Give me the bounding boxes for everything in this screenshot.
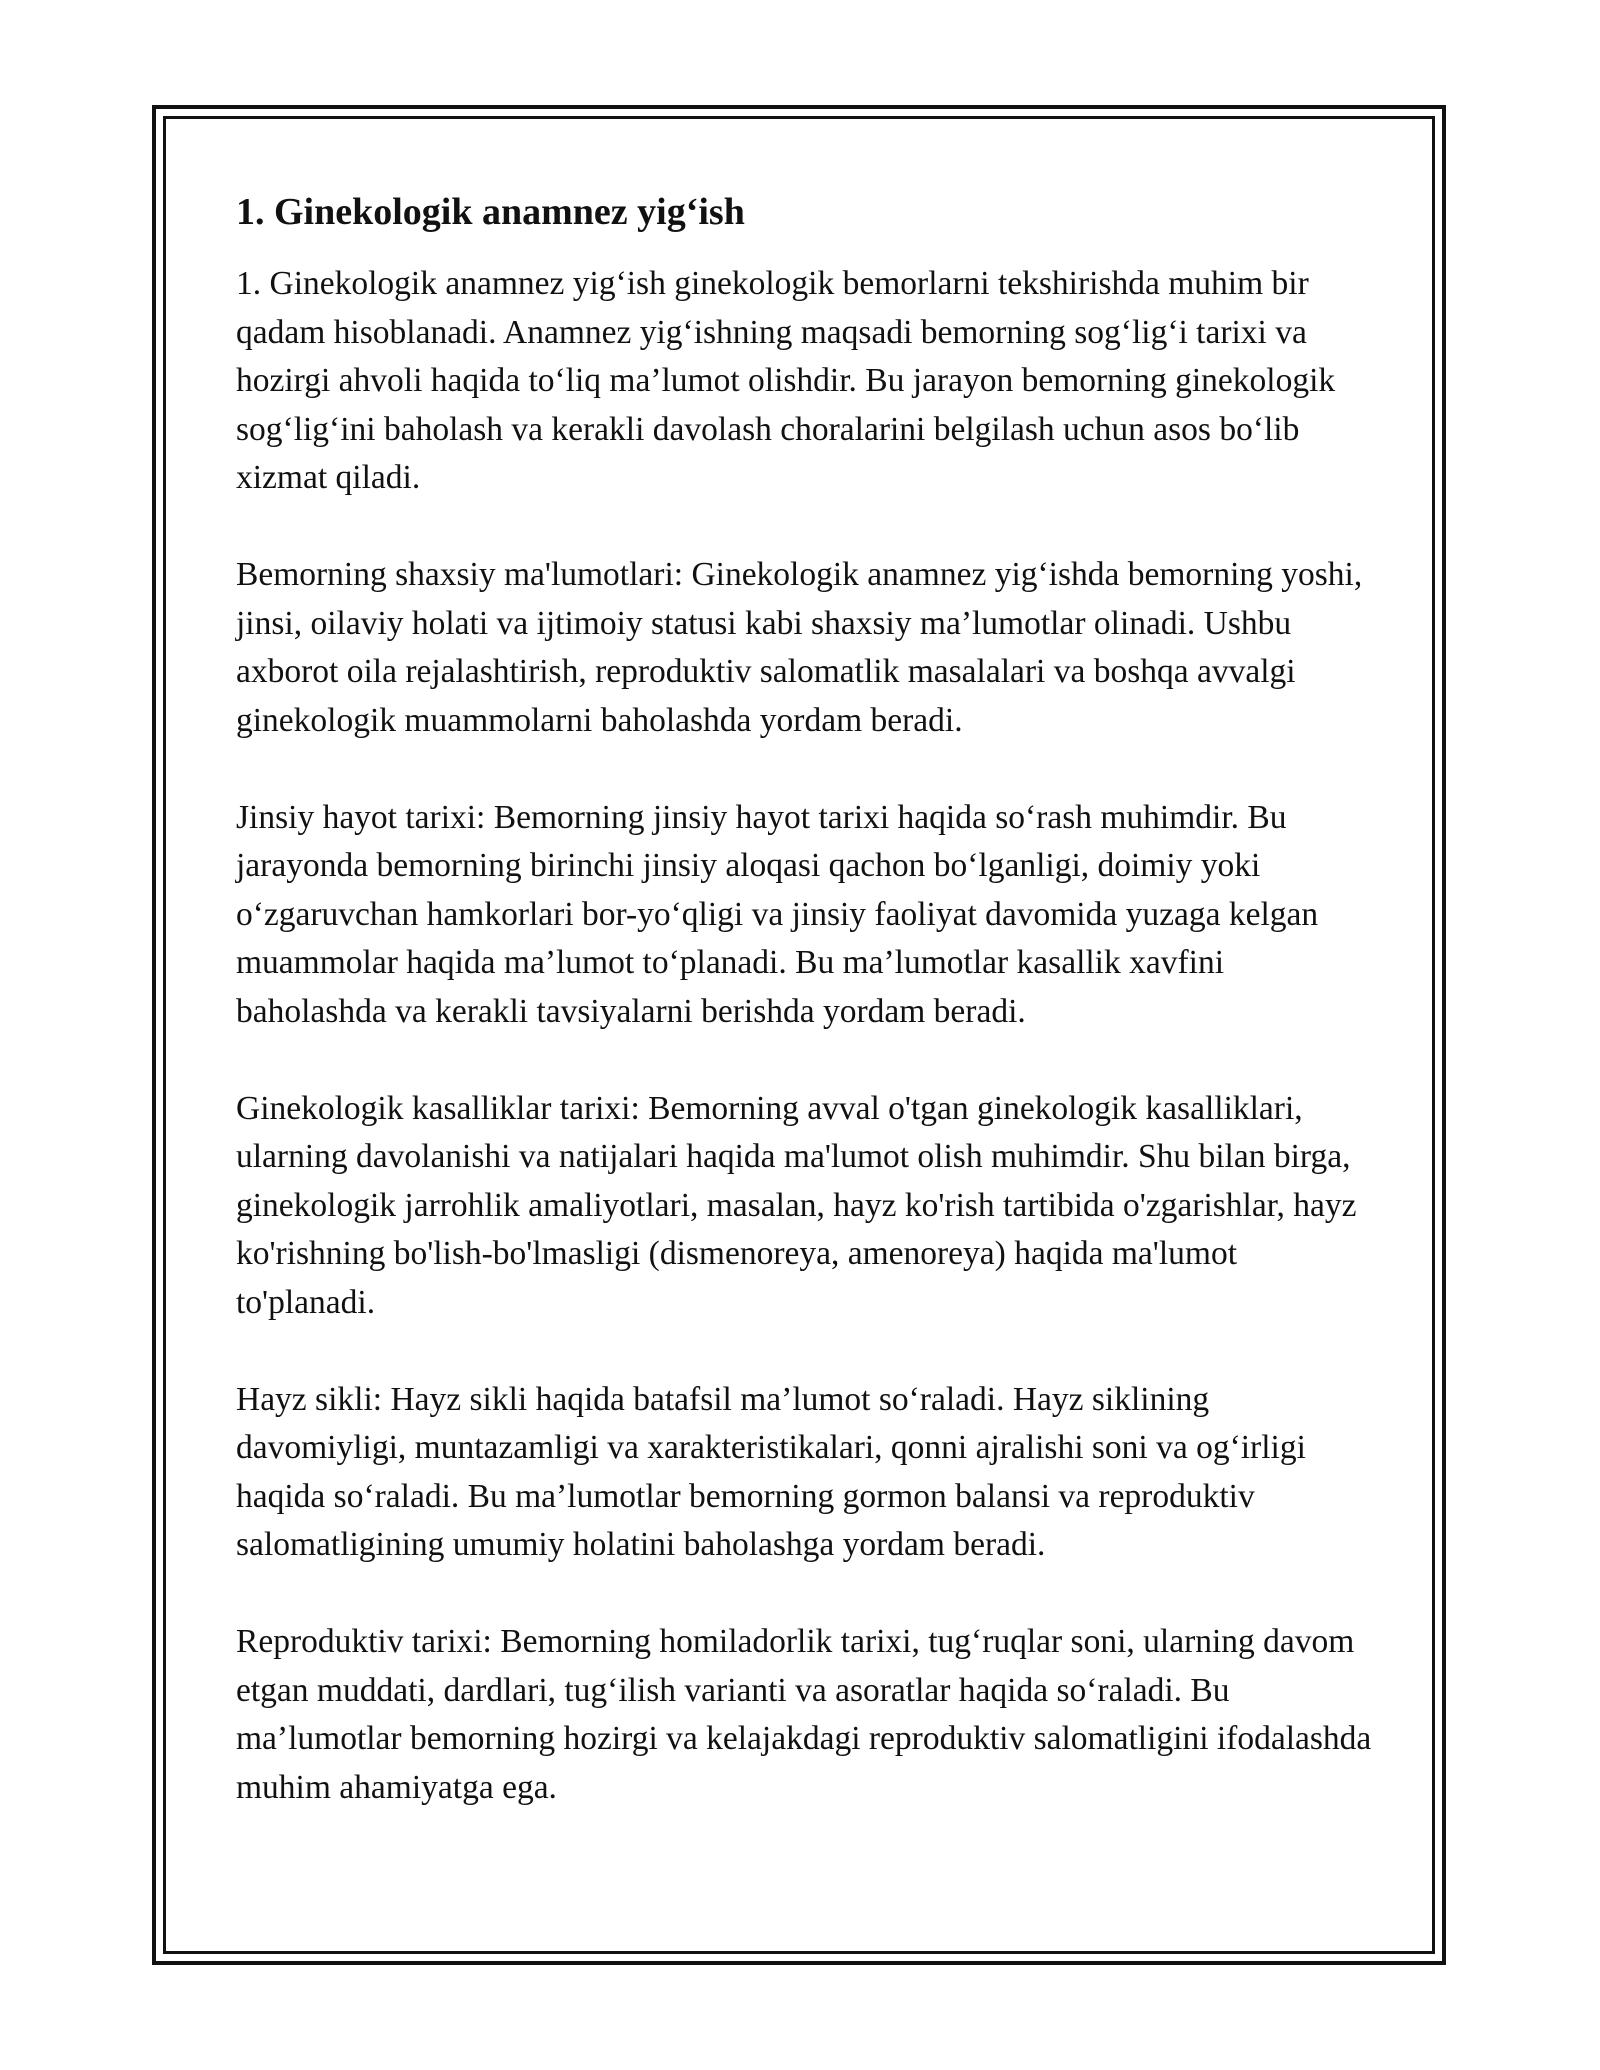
section-title: 1. Ginekologik anamnez yig‘ish [236, 191, 745, 233]
paragraph-reproductive-history: Reproduktiv tarixi: Bemorning homiladorlik tarixi, tug‘ruqlar soni, ularning davom etgan muddati, dardlari, tug‘ilish varianti va asoratlar haqida so‘raladi. Bu ma’lumotlar bemorning hozirgi va kelajakdagi reproduktiv salomatligini ifodalashda muhim ahamiyatga ega. [236, 1623, 1372, 1806]
paragraph-personal-data: Bemorning shaxsiy ma'lumotlari: Ginekologik anamnez yig‘ishda bemorning yoshi, jinsi, oilaviy holati va ijtimoiy statusi kabi shaxsiy ma’lumotlar olinadi. Ushbu axborot oila rejalashtirish, reproduktiv salomatlik masalalari va boshqa avvalgi ginekologik muammolarni baholashda yordam beradi. [236, 556, 1363, 739]
paragraph-intro: 1. Ginekologik anamnez yig‘ish ginekologik bemorlarni tekshirishda muhim bir qadam hisoblanadi. Anamnez yig‘ishning maqsadi bemorning sog‘lig‘i tarixi va hozirgi ahvoli haqida to‘liq ma’lumot olishdir. Bu jarayon bemorning ginekologik sog‘lig‘ini baholash va kerakli davolash choralarini belgilash uchun asos bo‘lib xizmat qiladi. [236, 265, 1336, 496]
paragraph-gynecologic-diseases: Ginekologik kasalliklar tarixi: Bemorning avval o'tgan ginekologik kasalliklari, ularning davolanishi va natijalari haqida ma'lumot olish muhimdir. Shu bilan birga, ginekologik jarrohlik amaliyotlari, masalan, hayz ko'rish tartibida o'zgarishlar, hayz ko'rishning bo'lish-bo'lmasligi (dismenoreya, amenoreya) haqida ma'lumot to'planadi. [236, 1089, 1357, 1321]
document-body [236, 188, 1376, 1812]
paragraph-menstrual-cycle: Hayz sikli: Hayz sikli haqida batafsil ma’lumot so‘raladi. Hayz siklining davomiyligi, muntazamligi va xarakteristikalari, qonni ajralishi soni va og‘irligi haqida so‘raladi. Bu ma’lumotlar bemorning gormon balansi va reproduktiv salomatligining umumiy holatini baholashga yordam beradi. [236, 1380, 1306, 1563]
paragraph-sexual-history: Jinsiy hayot tarixi: Bemorning jinsiy hayot tarixi haqida so‘rash muhimdir. Bu jarayonda bemorning birinchi jinsiy aloqasi qachon bo‘lganligi, doimiy yoki o‘zgaruvchan hamkorlari bor-yo‘qligi va jinsiy faoliyat davomida yuzaga kelgan muammolar haqida ma’lumot to‘planadi. Bu ma’lumotlar kasallik xavfini baholashda va kerakli tavsiyalarni berishda yordam beradi. [236, 798, 1319, 1030]
